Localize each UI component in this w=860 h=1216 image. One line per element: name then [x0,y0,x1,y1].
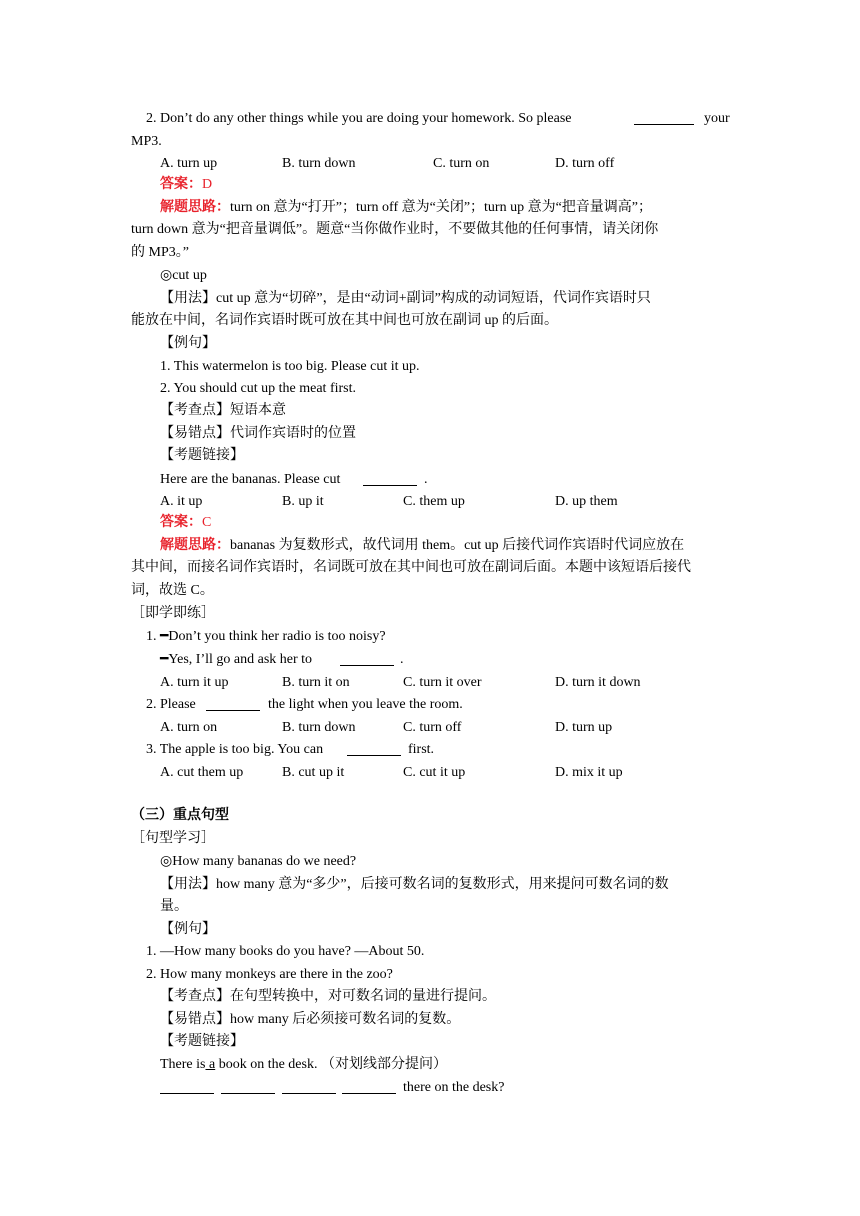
practice-q1-number: 1. [146,629,157,644]
option-b: B. turn down [282,720,356,735]
mistake-point: 【易错点】代词作宾语时的位置 [160,426,356,441]
answer-blank [206,696,260,711]
analysis-line-1: 解题思路：turn on 意为“打开”；turn off 意为“关闭”；turn up 意为“把音量调高”； [160,200,653,215]
option-a: A. it up [160,494,203,509]
answer-line: 答案：C [160,515,212,530]
section-heading: （三）重点句型 [131,808,229,823]
phrase-heading: ◎cut up [160,268,207,283]
option-c: C. cut it up [403,765,466,780]
mistake-point: 【易错点】how many 后必须接可数名词的复数。 [160,1012,461,1027]
option-d: D. turn it down [555,675,641,690]
practice-heading: ［即学即练］ [131,606,215,621]
question-2-text-end: your [704,111,730,126]
answer-blank [340,651,394,666]
answer-blank [342,1079,396,1094]
exam-question: There is a book on the desk. （对划线部分提问） [160,1057,447,1072]
practice-q2: 2. Please [146,697,196,712]
answer-blank [221,1079,275,1094]
practice-q1-line1: ━Don’t you think her radio is too noisy? [160,629,386,644]
usage-line-1: 【用法】cut up 意为“切碎”，是由“动词+副词”构成的动词短语，代词作宾语时只 [160,291,651,306]
analysis-line-3: 词，故选 C。 [131,583,214,598]
usage-line-2: 能放在中间，名词作宾语时既可放在其中间也可放在副词 up 的后面。 [131,313,558,328]
answer-blank [347,741,401,756]
example-label: 【例句】 [160,336,216,351]
option-a: A. cut them up [160,765,244,780]
option-c: C. turn off [403,720,462,735]
option-d: D. mix it up [555,765,623,780]
option-c: C. turn it over [403,675,482,690]
usage-line-1: 【用法】how many 意为“多少”，后接可数名词的复数形式，用来提问可数名词的数 [160,877,669,892]
option-b: B. up it [282,494,324,509]
option-a: A. turn it up [160,675,229,690]
analysis-line-2: turn down 意为“把音量调低”。题意“当你做作业时，不要做其他的任何事情，请关闭你 [131,222,659,237]
option-d: D. turn off [555,156,615,171]
exam-question: Here are the bananas. Please cut [160,472,341,487]
example-2: 2. You should cut up the meat first. [160,381,356,396]
answer-blank [160,1079,214,1094]
usage-line-2: 量。 [160,899,188,914]
analysis-line-2: 其中间，而接名词作宾语时，名词既可放在其中间也可放在副词后面。本题中该短语后接代 [131,560,691,575]
example-1: 1. This watermelon is too big. Please cut it up. [160,359,420,374]
answer-line: 答案：D [160,177,213,192]
option-a: A. turn on [160,720,218,735]
example-1: 1. —How many books do you have? —About 50. [146,944,425,959]
exam-link: 【考题链接】 [160,448,244,463]
practice-q3-end: first. [408,742,435,757]
question-2-text-cont: MP3. [131,134,162,149]
answer-blank [282,1079,336,1094]
practice-q3: 3. The apple is too big. You can [146,742,324,757]
practice-q1-line2: ━Yes, I’ll go and ask her to [160,652,313,667]
option-c: C. them up [403,494,465,509]
option-d: D. turn up [555,720,613,735]
exam-question-end: . [424,472,428,487]
section-subheading: ［句型学习］ [131,831,215,846]
option-b: B. turn down [282,156,356,171]
question-2-text: 2. Don’t do any other things while you are doing your homework. So please [146,111,572,126]
exam-link: 【考题链接】 [160,1034,244,1049]
test-point: 【考查点】在句型转换中，对可数名词的量进行提问。 [160,989,496,1004]
option-c: C. turn on [433,156,490,171]
option-b: B. cut up it [282,765,345,780]
option-a: A. turn up [160,156,218,171]
analysis-line-3: 的 MP3。” [131,245,189,260]
analysis-line-1: 解题思路：bananas 为复数形式，故代词用 them。cut up 后接代词作宾语时代词应放在 [160,538,685,553]
option-d: D. up them [555,494,618,509]
practice-q1-end: . [400,652,404,667]
answer-blank [634,110,694,125]
example-2: 2. How many monkeys are there in the zoo? [146,967,393,982]
test-point: 【考查点】短语本意 [160,403,286,418]
answer-blank [363,471,417,486]
practice-q2-end: the light when you leave the room. [268,697,463,712]
exam-question-tail: there on the desk? [403,1080,505,1095]
example-label: 【例句】 [160,922,216,937]
option-b: B. turn it on [282,675,350,690]
pattern-heading: ◎How many bananas do we need? [160,854,357,869]
